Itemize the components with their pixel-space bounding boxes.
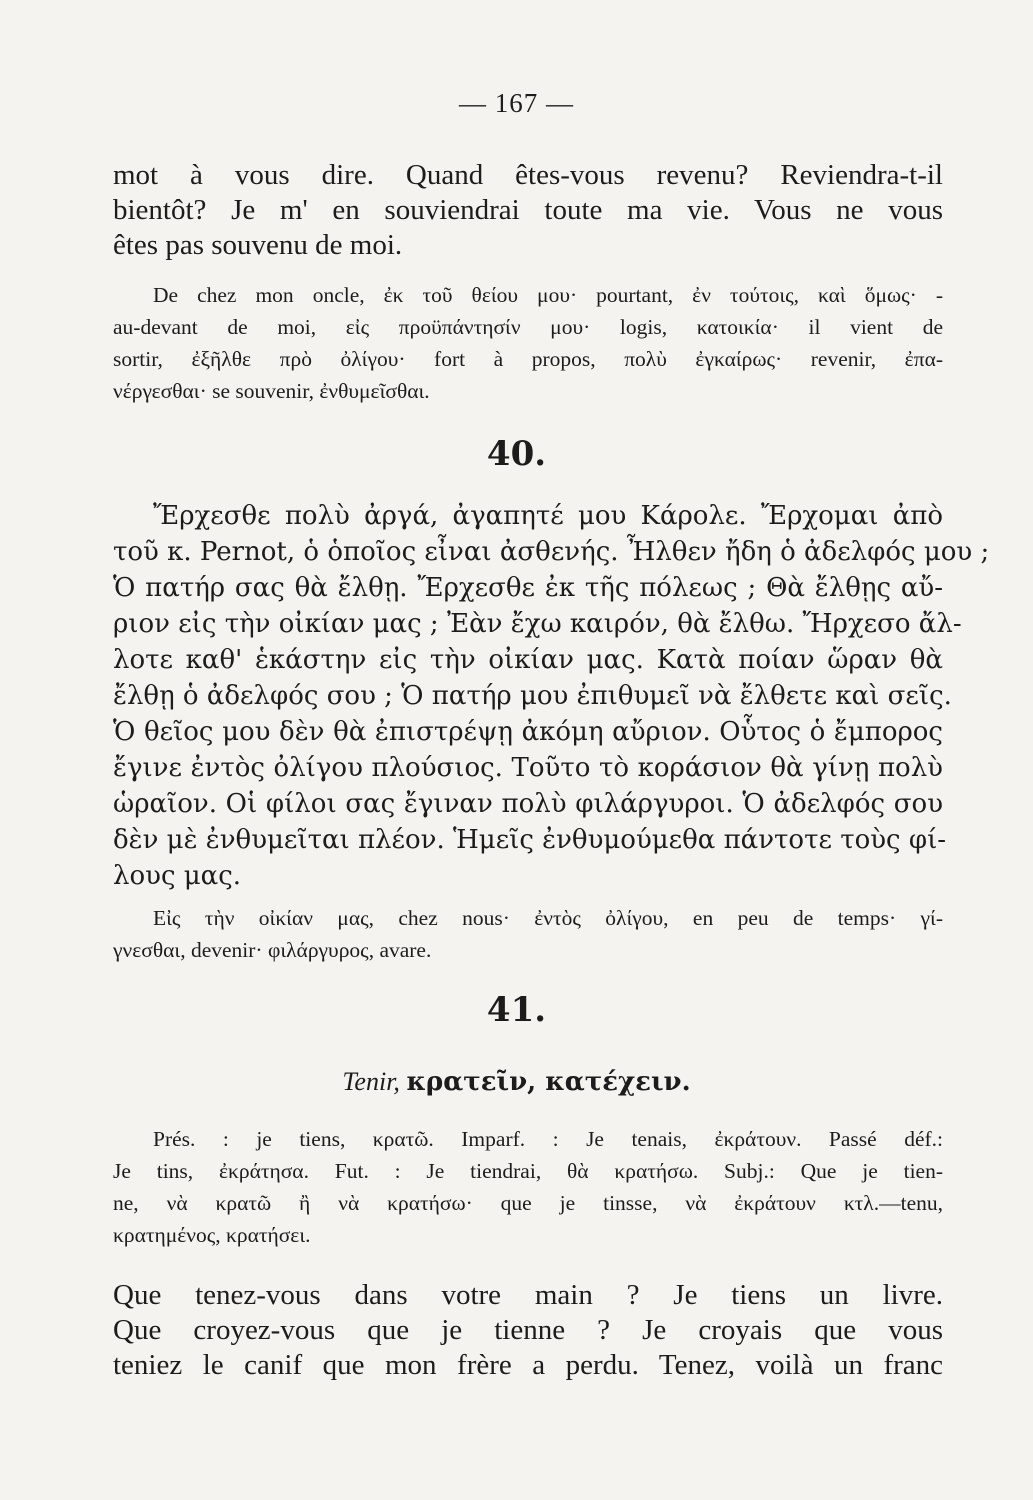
text-line: Que croyez-vous que je tienne ? Je croyais que vous — [113, 1314, 943, 1346]
lesson-40-text — [113, 498, 990, 894]
text-line: ἔλθῃ ὁ ἀδελφός σου ; Ὁ πατήρ μου ἐπιθυμεῖ νὰ ἔλθετε καὶ σεῖς. — [113, 681, 952, 711]
text-line: Ἔρχεσθε πολὺ ἀργά, ἀγαπητέ μου Κάρολε. Ἔρχομαι ἀπὸ — [153, 501, 943, 531]
text-line: τοῦ κ. Pernot, ὁ ὁποῖος εἶναι ἀσθενής. Ἦλθεν ἤδη ὁ ἀδελφός μου ; — [113, 537, 990, 567]
text-line: Ὁ πατήρ σας θὰ ἔλθῃ. Ἔρχεσθε ἐκ τῆς πόλεως ; Θὰ ἔλθῃς αὔ- — [113, 573, 943, 603]
subheading-greek: κρατεῖν, κατέχειν. — [406, 1067, 691, 1097]
lesson-heading-41: 41. — [486, 990, 547, 1030]
note-line: Je tins, ἐκράτησα. Fut. : Je tiendrai, θὰ κρατήσω. Subj.: Que je tien- — [113, 1159, 943, 1183]
text-line: ὡραῖον. Οἱ φίλοι σας ἔγιναν πολὺ φιλάργυροι. Ὁ ἀδελφός σου — [113, 789, 943, 819]
lesson-41-text — [113, 1278, 943, 1383]
note-line: Εἰς τὴν οἰκίαν μας, chez nous· ἐντὸς ὀλίγου, en peu de temps· γί- — [153, 906, 943, 930]
text-line: λους μας. — [113, 861, 242, 891]
note-line: au-devant de moi, εἰς προϋπάντησίν μου· logis, κατοικία· il vient de — [113, 315, 943, 339]
text-line: λοτε καθ' ἑκάστην εἰς τὴν οἰκίαν μας. Κατὰ ποίαν ὥραν θὰ — [113, 645, 943, 675]
vocabulary-notes-40 — [113, 902, 943, 966]
text-line: bientôt? Je m' en souviendrai toute ma vie. Vous ne vous — [113, 194, 943, 226]
note-line: νέργεσθαι· se souvenir, ἐνθυμεῖσθαι. — [113, 379, 430, 403]
note-line: De chez mon oncle, ἐκ τοῦ θείου μου· pourtant, ἐν τούτοις, καὶ ὅμως· - — [153, 283, 943, 307]
note-line: γνεσθαι, devenir· φιλάργυρος, avare. — [113, 938, 432, 962]
conjugation-notes-41 — [113, 1123, 943, 1251]
paragraph-intro — [113, 158, 943, 263]
vocabulary-notes-1 — [113, 279, 943, 407]
text-line: Ὁ θεῖος μου δὲν θὰ ἐπιστρέψῃ ἀκόμη αὔριον. Οὗτος ὁ ἔμπορος — [113, 717, 943, 747]
lesson-41-subheading — [0, 1067, 1033, 1097]
lesson-heading-40: 40. — [486, 434, 547, 474]
text-line: mot à vous dire. Quand êtes-vous revenu? Reviendra-t-il — [113, 159, 943, 191]
text-line: Que tenez-vous dans votre main ? Je tiens un livre. — [113, 1279, 943, 1311]
text-line: êtes pas souvenu de moi. — [113, 229, 403, 261]
text-line: teniez le canif que mon frère a perdu. Tenez, voilà un franc — [113, 1349, 943, 1381]
page-number: — 167 — — [459, 88, 574, 118]
note-line: κρατημένος, κρατήσει. — [113, 1223, 311, 1247]
text-line: ἔγινε ἐντὸς ὀλίγου πλούσιος. Τοῦτο τὸ κοράσιον θὰ γίνῃ πολὺ — [113, 753, 943, 783]
text-line: δὲν μὲ ἐνθυμεῖται πλέον. Ἡμεῖς ἐνθυμούμεθα πάντοτε τοὺς φί- — [113, 825, 947, 855]
note-line: sortir, ἐξῆλθε πρὸ ὀλίγου· fort à propos, πολὺ ἐγκαίρως· revenir, ἐπα- — [113, 347, 943, 371]
note-line: Prés. : je tiens, κρατῶ. Imparf. : Je tenais, ἐκράτουν. Passé déf.: — [153, 1127, 943, 1151]
text-line: ριον εἰς τὴν οἰκίαν μας ; Ἐὰν ἔχω καιρόν, θὰ ἔλθω. Ἤρχεσο ἄλ- — [113, 609, 962, 639]
subheading-french: Tenir, — [342, 1067, 400, 1096]
note-line: ne, νὰ κρατῶ ἢ νὰ κρατήσω· que je tinsse, νὰ ἐκράτουν κτλ.—tenu, — [113, 1191, 943, 1215]
